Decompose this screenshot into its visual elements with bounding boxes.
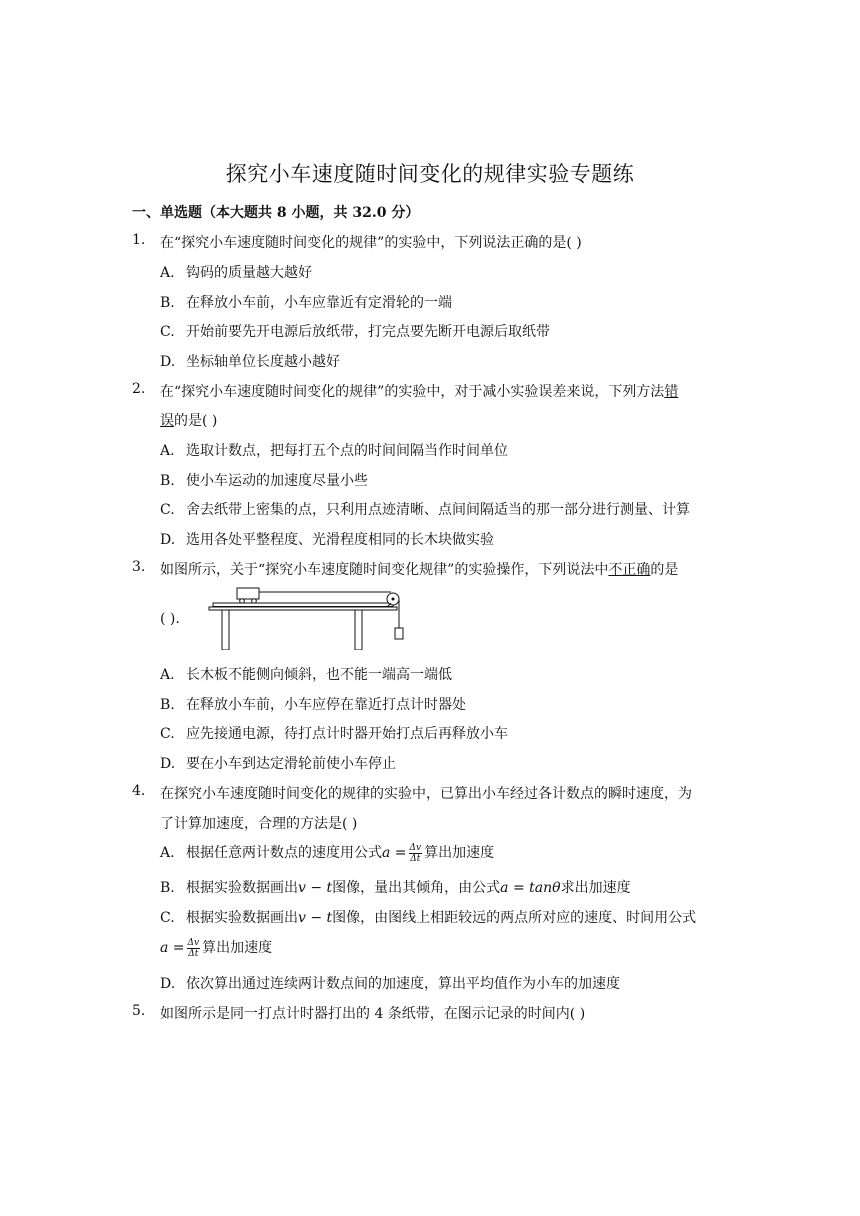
question-4-option-a: A. 根据任意两计数点的速度用公式a = $\frac{\Delta v}{\Delta t}$ 算出加速度 [160,842,495,864]
question-2-number: 2. [132,381,146,397]
question-2-option-a: A. 选取计数点，把每打五个点的时间间隔当作时间单位 [160,443,508,459]
question-3-text: 如图所示，关于“探究小车速度随时间变化规律”的实验操作，下列说法中不正确的是 [160,562,679,578]
question-3-number: 3. [132,559,146,575]
hook-weight-icon [395,628,403,639]
question-1-text: 在“探究小车速度随时间变化的规律”的实验中，下列说法正确的是( ) [160,235,582,251]
long-board [213,603,393,607]
question-3-option-c: C. 应先接通电源，待打点计时器开始打点后再释放小车 [160,726,508,742]
question-3-option-a: A. 长木板不能侧向倾斜，也不能一端高一端低 [160,667,452,683]
cart-icon [237,588,259,599]
question-2-option-b: B. 使小车运动的加速度尽量小些 [160,473,368,489]
question-3-option-d: D. 要在小车到达定滑轮前使小车停止 [160,756,396,772]
question-1-option-b: B. 在释放小车前，小车应靠近有定滑轮的一端 [160,295,452,311]
table-leg-right [355,610,362,650]
question-2-option-d: D. 选用各处平整程度、光滑程度相同的长木块做实验 [160,532,494,548]
question-1-number: 1. [132,232,146,248]
question-4-option-c-line1: C. 根据实验数据画出v − t图像，由图线上相距较远的两点所对应的速度、时间用公式 [160,910,697,926]
table-top [209,607,397,610]
question-4-option-b: B. 根据实验数据画出v − t图像，量出其倾角，由公式a = tanθ求出加速度 [160,880,631,896]
question-1-option-c: C. 开始前要先开电源后放纸带，打完点要先断开电源后取纸带 [160,324,550,340]
page-title: 探究小车速度随时间变化的规律实验专题练 [225,162,635,186]
question-4-option-d: D. 依次算出通过连续两计数点间的加速度，算出平均值作为小车的加速度 [160,976,620,992]
question-5-text: 如图所示是同一打点计时器打出的 4 条纸带，在图示记录的时间内( ) [160,1006,586,1022]
question-3-paren: ( ). [160,611,180,627]
question-2-text-line1: 在“探究小车速度随时间变化的规律”的实验中，对于减小实验误差来说，下列方法错 [160,384,679,400]
question-5-number: 5. [132,1003,146,1019]
question-4-text-line1: 在探究小车速度随时间变化的规律的实验中，已算出小车经过各计数点的瞬时速度，为 [160,786,692,802]
question-2-text-line2: 误的是( ) [160,413,218,429]
section-heading: 一、单选题（本大题共 8 小题，共 32.0 分） [132,205,420,221]
question-1-option-a: A. 钩码的质量越大越好 [160,265,312,281]
question-4-option-c-line2: a = $\frac{\Delta v}{\Delta t}$ 算出加速度 [160,937,273,959]
fraction-dv-dt: $\frac{\Delta v}{\Delta t}$ [409,842,422,864]
question-1-option-d: D. 坐标轴单位长度越小越好 [160,354,340,370]
question-2-option-c: C. 舍去纸带上密集的点，只利用点迹清晰、点间间隔适当的那一部分进行测量、计算 [160,502,690,518]
question-4-text-line2: 了计算加速度，合理的方法是( ) [160,816,358,832]
formula-a: a = [382,845,407,861]
question-3-option-b: B. 在释放小车前，小车应停在靠近打点计时器处 [160,697,466,713]
question-4-number: 4. [132,783,146,799]
table-leg-left [222,610,229,650]
experiment-apparatus-diagram [205,584,410,650]
